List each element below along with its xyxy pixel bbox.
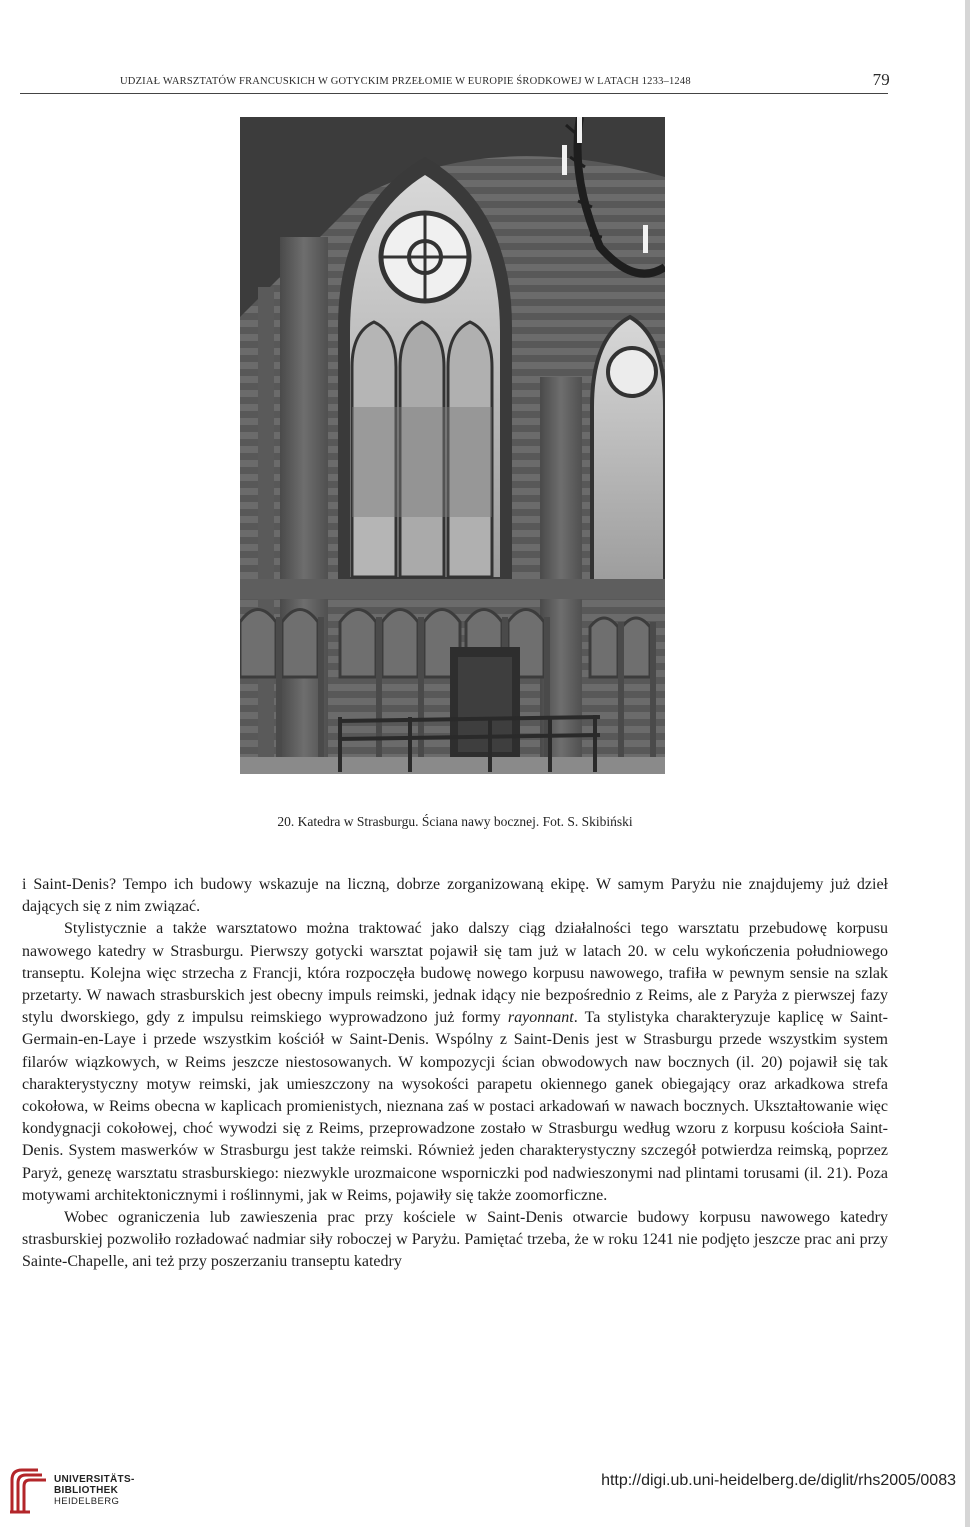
term-rayonnant: rayonnant <box>507 1009 574 1027</box>
header-rule <box>20 93 888 94</box>
paragraph-2-part-1: Stylistycznie a także warsztatowo można traktować jako dalszy ciąg działalności tego warsztatu przebudowę korpusu nawowego katedry w Strasburgu. Pierwszy gotycki warsztat pojawił się tam już w latach 20. w celu wykończenia południowego transeptu. Kolejna więc strzecha z Francji, która rozpoczęła budowę nowego korpusu nawowego, trafiła w pewnym sensie na szlak przetarty. W nawach strasburskich jest obecny impuls reimski, jednak idący nie bezpośrednio z Reims, ale z Paryża z pierwszej fazy stylu dworskiego, gdy z impulsu reimskiego wyprowadzono już formy <box>22 920 888 1027</box>
paragraph-2 <box>22 918 888 1207</box>
page-edge-shadow <box>965 0 970 1527</box>
figure-caption: 20. Katedra w Strasburgu. Ściana nawy bocznej. Fot. S. Skibiński <box>277 814 633 829</box>
page-number: 79 <box>872 70 890 89</box>
library-name-line-3: HEIDELBERG <box>54 1496 120 1507</box>
library-name-line-1: UNIVERSITÄTS- <box>54 1474 135 1485</box>
running-title: UDZIAŁ WARSZTATÓW FRANCUSKICH W GOTYCKIM PRZEŁOMIE W EUROPIE ŚRODKOWEJ W LATACH 1233–1248 <box>120 76 691 87</box>
cathedral-photograph <box>240 117 665 774</box>
source-url-link[interactable]: http://digi.ub.uni-heidelberg.de/diglit/rhs2005/0083 <box>601 1472 956 1489</box>
paragraph-2-part-2: . Ta stylistyka charakteryzuje kaplicę w Saint-Germain-en-Laye i przede wszystkim kościół w Saint-Denis. Wspólny z Saint-Denis jest w Strasburgu przede wszystkim system filarów wiązkowych, w Reims jeszcze niestosowanych. W kompozycji ścian obwodowych naw bocznych (il. 20) pojawił się tak charakterystyczny motyw reimski, jak umieszczony na wysokości parapetu okiennego ganek obiegający oraz arkadkowa strefa cokołowa, w Reims obecna w kaplicach promienistych, nieznana zaś w postaci arkadowań w nawach bocznych. Ukształtowanie więc kondygnacji cokołowej, choć wywodzi się z Reims, przeprowadzone zostało w Strasburgu według wzoru z korpusu kościoła Saint-Denis. System maswerków w Strasburgu jest także reimski. Również jeden charakterystyczny szczegół potwierdza reimską, poprzez Paryż, genezę warsztatu strasburskiego: niezwykle urozmaicone wsporniczki pod nadwieszonymi nad plintami torusami (il. 21). Poza motywami architektonicznymi i roślinnymi, jak w Reims, pojawiły się także zoomorficzne. <box>22 1009 888 1204</box>
library-name-line-2: BIBLIOTHEK <box>54 1485 119 1496</box>
library-name <box>54 1474 135 1507</box>
paragraph-1: i Saint-Denis? Tempo ich budowy wskazuje na liczną, dobrze zorganizowaną ekipę. W samym Paryżu nie znajdujemy już dzieł dających się z nim związać. <box>22 876 888 916</box>
body-text <box>22 874 888 1274</box>
library-logo-icon <box>8 1466 48 1516</box>
paragraph-3: Wobec ograniczenia lub zawieszenia prac przy kościele w Saint-Denis otwarcie budowy korpusu nawowego katedry strasburskiej pozwoliło rozładować nadmiar siły roboczej w Paryżu. Pamiętać trzeba, że w roku 1241 nie podjęto jeszcze prac ani przy Sainte-Chapelle, ani też przy poszerzaniu transeptu katedry <box>22 1209 888 1271</box>
